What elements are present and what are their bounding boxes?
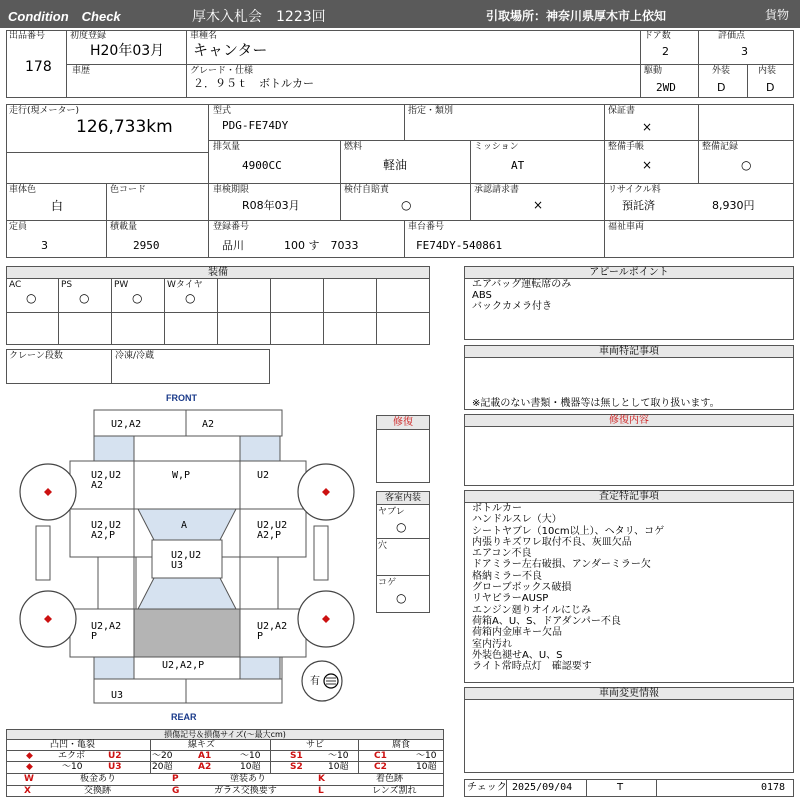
displacement-value: 4900CC xyxy=(242,159,282,172)
cabin-tear-mark: ○ xyxy=(396,520,407,534)
mark-rear-right: U2,A2 xyxy=(257,621,288,632)
first-reg-label: 初度登録 xyxy=(70,31,107,41)
cabin-hole-label: 穴 xyxy=(378,541,388,551)
plate-label: 登録番号 xyxy=(213,222,250,232)
designation-label: 指定・類別 xyxy=(408,106,454,116)
mark-door-right2: A2,P xyxy=(257,530,282,541)
assessment-line: 荷箱内金庫キー欠品 xyxy=(472,627,562,639)
selfcheck-label: 検付自賠責 xyxy=(344,185,390,195)
special-title: 車両特記事項 xyxy=(465,346,793,358)
lot-label: 出品番号 xyxy=(9,31,46,41)
legend-r4-c4: ガラス交換要す xyxy=(214,786,277,796)
equip-ps-mark: ○ xyxy=(79,291,90,305)
inspection-value: R08年03月 xyxy=(242,199,300,212)
displacement-label: 排気量 xyxy=(213,142,241,152)
drive-value: 2WD xyxy=(656,81,676,94)
assessment-line: ハンドルスレ（大） xyxy=(472,514,562,526)
grade-value: ２．９５ｔ ボトルカー xyxy=(193,77,314,90)
appeal-title: アピールポイント xyxy=(465,267,793,279)
assessment-line: 室内汚れ xyxy=(472,638,512,650)
doors-value: 2 xyxy=(662,45,669,58)
legend-r1-c5: 〜10 xyxy=(240,751,261,761)
check-code: 0178 xyxy=(761,782,786,793)
equipment-title: 装備 xyxy=(7,267,429,279)
fuel-value: 軽油 xyxy=(383,158,408,172)
mark-f-left: U2,U2 xyxy=(91,470,122,481)
legend-group-scratch: 線キズ xyxy=(188,740,215,750)
legend-r1-c1: エクボ xyxy=(58,751,86,761)
assessment-title: 査定特記事項 xyxy=(465,491,793,503)
auction-title: 厚木入札会 1223回 xyxy=(192,9,326,25)
legend-group-corrosion: 腐食 xyxy=(392,740,411,750)
mark-hood: W,P xyxy=(172,470,191,481)
legend-r3-c4: 塗装あり xyxy=(230,774,267,784)
legend-r2-c3: 20超 xyxy=(152,762,173,772)
drive-label: 駆動 xyxy=(644,66,663,76)
mark-f-right: U2 xyxy=(257,470,270,481)
legend-r4-c1: X xyxy=(24,786,31,796)
assessment-list xyxy=(472,503,664,672)
legend-r2-c4: A2 xyxy=(198,762,212,772)
check-inspector: T xyxy=(617,782,624,793)
recycle-status: 預託済 xyxy=(622,199,655,212)
legend-r1-c8: C1 xyxy=(374,751,387,761)
legend-group-dent: 凸凹・亀裂 xyxy=(50,740,96,750)
score-label: 評価点 xyxy=(718,31,746,41)
equip-pw-label: PW xyxy=(114,280,129,290)
load-value: 2950 xyxy=(133,239,160,252)
rear-label: REAR xyxy=(171,712,197,722)
assessment-line: 格納ミラー不良 xyxy=(472,570,542,582)
score-value: 3 xyxy=(741,45,748,58)
mark-front-left: U2,A2 xyxy=(111,419,142,430)
equip-wtire-mark: ○ xyxy=(185,291,196,305)
model-value: PDG-FE74DY xyxy=(222,119,289,132)
legend-r1-c2: U2 xyxy=(108,751,122,761)
assessment-line: 内張りキズワレ取付不良、灰皿欠品 xyxy=(472,536,632,548)
check-label: チェック xyxy=(467,782,507,793)
mark-rear-right2: P xyxy=(257,631,264,642)
name-label: 車種名 xyxy=(190,31,218,41)
cooling-label: 冷凍/冷蔵 xyxy=(115,351,155,361)
legend-r2-c2: U3 xyxy=(108,762,122,772)
mark-windshield: A xyxy=(181,520,188,531)
repair-title: 修復 xyxy=(377,416,429,430)
equip-ac-mark: ○ xyxy=(26,291,37,305)
pickup-location: 引取場所：神奈川県厚木市上依知 xyxy=(486,9,667,23)
recycle-label: リサイクル料 xyxy=(608,185,661,195)
inspection-label: 車検期限 xyxy=(213,185,250,195)
legend-r1-c3: 〜20 xyxy=(152,751,173,761)
mark-rear-left: U2,A2 xyxy=(91,621,122,632)
special-note: ※記載のない書類・機器等は無しとして取り扱います。 xyxy=(472,398,720,409)
assessment-line: ライト常時点灯 確認要す xyxy=(472,661,592,673)
change-title: 車両変更情報 xyxy=(465,688,793,700)
first-reg-value: H20年03月 xyxy=(90,43,165,59)
legend-r2-c7: 10超 xyxy=(328,762,349,772)
mark-door-left2: A2,P xyxy=(91,530,116,541)
legend-r2-c9: 10超 xyxy=(416,762,437,772)
front-label: FRONT xyxy=(166,393,197,403)
legend-r1-c7: 〜10 xyxy=(328,751,349,761)
exterior-label: 外装 xyxy=(712,66,731,76)
capacity-label: 定員 xyxy=(9,222,28,232)
body-color-value: 白 xyxy=(51,199,64,213)
capacity-value: 3 xyxy=(41,239,48,252)
cabin-tear-label: ヤブレ xyxy=(378,507,405,517)
legend-r3-c5: K xyxy=(318,774,325,784)
interior-label: 内装 xyxy=(758,66,777,76)
mark-front-right: A2 xyxy=(202,419,215,430)
assessment-line: エンジン廻りオイルにじみ xyxy=(472,604,591,616)
equip-ac-label: AC xyxy=(9,280,22,290)
mark-door-right: U2,U2 xyxy=(257,520,288,531)
load-label: 積載量 xyxy=(110,222,138,232)
doors-label: ドア数 xyxy=(644,31,671,41)
records-label: 整備記録 xyxy=(702,142,739,152)
legend-r4-c3: G xyxy=(172,786,180,796)
welfare-label: 福祉車両 xyxy=(608,222,645,232)
selfcheck-value: ○ xyxy=(401,198,412,212)
grade-label: グレード・仕様 xyxy=(190,66,254,76)
mark-rear-left2: P xyxy=(91,631,98,642)
legend-marker-icon: ◆ xyxy=(26,751,33,761)
body-color-label: 車体色 xyxy=(9,185,37,195)
mileage-label: 走行(現メーター) xyxy=(9,106,80,116)
color-code-label: 色コード xyxy=(110,185,147,195)
assessment-line: 荷箱A、U、S、ドアダンパー不良 xyxy=(472,615,621,627)
approval-label: 承認請求書 xyxy=(474,185,520,195)
appeal-line-2: ABS xyxy=(472,290,492,301)
appeal-line-1: エアバッグ運転席のみ xyxy=(472,279,572,290)
recycle-fee: 8,930円 xyxy=(712,199,755,212)
legend-r3-c2: 板金あり xyxy=(80,774,117,784)
plate-number: 100 す 7033 xyxy=(284,239,359,252)
warranty-value: × xyxy=(642,120,653,134)
appeal-line-3: バックカメラ付き xyxy=(472,301,552,312)
manual-value: × xyxy=(642,158,653,172)
legend-r4-c2: 交換跡 xyxy=(84,786,112,796)
mark-roof2: U3 xyxy=(171,560,184,571)
legend-r4-c5: L xyxy=(318,786,324,796)
check-date: 2025/09/04 xyxy=(512,782,573,793)
mission-value: AT xyxy=(511,159,525,172)
warranty-label: 保証書 xyxy=(608,106,636,116)
legend-title: 損傷記号＆損傷サイズ(〜最大cm) xyxy=(7,730,443,740)
legend-r1-c4: A1 xyxy=(198,751,212,761)
cabin-burn-label: コゲ xyxy=(378,578,397,588)
category-label: 貨物 xyxy=(765,8,790,22)
legend-r1-c9: 〜10 xyxy=(416,751,437,761)
interior-value: D xyxy=(766,81,775,94)
plate-area: 品川 xyxy=(222,239,244,252)
repair-detail-title: 修復内容 xyxy=(465,415,793,427)
legend-r1-c6: S1 xyxy=(290,751,303,761)
legend-r3-c1: W xyxy=(24,774,34,784)
mark-bumper: U3 xyxy=(111,690,124,701)
mark-tail: U2,A2,P xyxy=(162,660,205,671)
chassis-value: FE74DY-540861 xyxy=(416,239,503,252)
mark-roof: U2,U2 xyxy=(171,550,202,561)
mark-f-left2: A2 xyxy=(91,480,104,491)
fuel-label: 燃料 xyxy=(344,142,363,152)
legend-r2-c1: 〜10 xyxy=(62,762,83,772)
assessment-line: エアコン不良 xyxy=(472,548,532,560)
crane-label: クレーン段数 xyxy=(9,351,63,361)
legend-r4-c6: レンズ割れ xyxy=(372,786,417,796)
manual-label: 整備手帳 xyxy=(608,142,645,152)
mission-label: ミッション xyxy=(474,142,519,152)
cabin-burn-mark: ○ xyxy=(396,591,407,605)
mark-door-left: U2,U2 xyxy=(91,520,122,531)
equip-wtire-label: Wタイヤ xyxy=(167,280,203,290)
assessment-line: ドアミラー左右破損、アンダーミラー欠 xyxy=(472,559,651,571)
chassis-label: 車台番号 xyxy=(408,222,445,232)
assessment-line: ボトルカー xyxy=(472,503,522,514)
legend-r2-c8: C2 xyxy=(374,762,387,772)
vehicle-name: キャンター xyxy=(193,41,268,59)
spare-tire-label: 有 xyxy=(310,676,320,687)
legend-r2-c5: 10超 xyxy=(240,762,261,772)
brand-title: Condition Check xyxy=(8,9,121,24)
exterior-value: D xyxy=(717,81,726,94)
mileage-value: 126,733km xyxy=(76,117,173,137)
equip-ps-label: PS xyxy=(61,280,73,290)
history-label: 車歴 xyxy=(72,66,91,76)
legend-group-rust: サビ xyxy=(306,740,325,750)
legend-r3-c3: P xyxy=(172,774,179,784)
assessment-line: リヤピラーAUSP xyxy=(472,593,549,605)
records-value: ○ xyxy=(741,158,752,172)
assessment-line: 外装色褪せA、U、S xyxy=(472,649,563,661)
equip-pw-mark: ○ xyxy=(132,291,143,305)
approval-value: × xyxy=(533,198,544,212)
legend-r2-c6: S2 xyxy=(290,762,303,772)
cabin-title: 客室内装 xyxy=(377,492,429,505)
lot-number: 178 xyxy=(25,59,52,75)
assessment-line: シートヤブレ（10cm以上）、ヘタリ、コゲ xyxy=(472,525,665,537)
legend-marker-icon: ◆ xyxy=(26,762,33,772)
model-label: 型式 xyxy=(213,106,232,116)
assessment-line: グローブボックス破損 xyxy=(472,582,572,594)
legend-r3-c6: 着色跡 xyxy=(376,774,404,784)
